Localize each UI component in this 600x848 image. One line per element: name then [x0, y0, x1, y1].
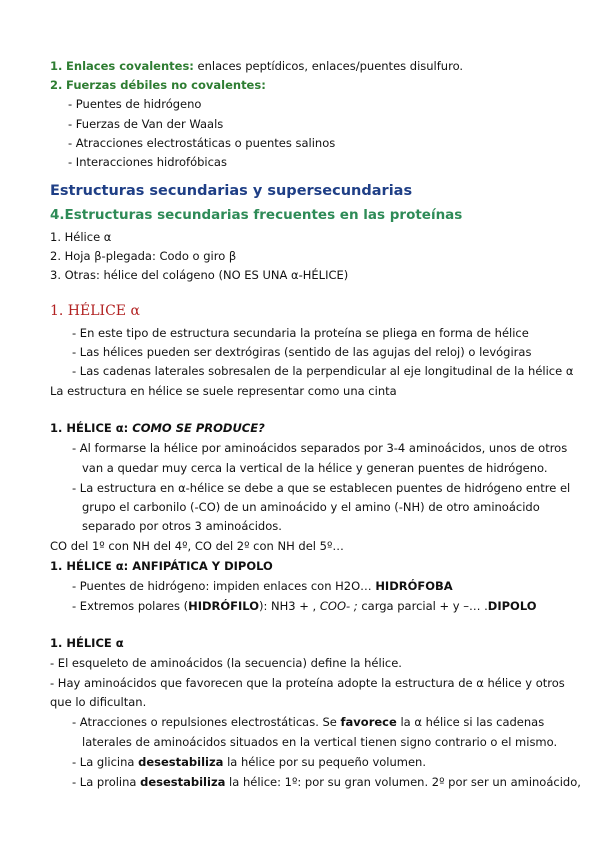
- sub-item: - Fuerzas de Van der Waals: [68, 117, 224, 131]
- list-item-noncovalent: [50, 77, 266, 93]
- noncovalent-label: Fuerzas débiles no covalentes:: [66, 78, 266, 92]
- helix-bullet: - Las hélices pueden ser dextrógiras (sentido de las agujas del reloj) o levógiras: [72, 345, 532, 359]
- list-number: 2.: [50, 78, 63, 92]
- bold-term: desestabiliza: [140, 775, 226, 789]
- heading-how-produced: [50, 420, 265, 436]
- heading-helix-alpha: 1. HÉLICE α: [50, 303, 140, 319]
- title-question: COMO SE PRODUCE?: [132, 421, 265, 435]
- how-line: - Al formarse la hélice por aminoácidos separados por 3-4 aminoácidos, unos de otros: [72, 441, 568, 455]
- text: - Atracciones o repulsiones electrostáticas. Se: [72, 715, 341, 729]
- text: la hélice por su pequeño volumen.: [223, 755, 427, 769]
- text: - Extremos polares (: [72, 599, 189, 613]
- bold-term: HIDRÓFOBA: [375, 579, 453, 593]
- helix2-bullet-1-cont: laterales de aminoácidos situados en la vertical tienen signo contrario o el mismo.: [82, 735, 558, 749]
- heading-secondary-structures: Estructuras secundarias y supersecundarias: [50, 183, 413, 199]
- text: la α hélice si las cadenas: [396, 715, 545, 729]
- text: - Puentes de hidrógeno: impiden enlaces con H2O…: [72, 579, 376, 593]
- heading-helix-alpha-2: 1. HÉLICE α: [50, 636, 124, 650]
- how-line: van a quedar muy cerca la vertical de la hélice y generan puentes de hidrógeno.: [82, 461, 548, 475]
- sub-item: - Puentes de hidrógeno: [68, 97, 202, 111]
- sub-item: - Interacciones hidrofóbicas: [68, 155, 227, 169]
- italic-term: COO- ;: [319, 599, 358, 613]
- text: - La prolina: [72, 775, 141, 789]
- helix2-line: - Hay aminoácidos que favorecen que la proteína adopte la estructura de α hélice y otros: [50, 676, 565, 690]
- text: ): NH3 + ,: [259, 599, 320, 613]
- how-line: - La estructura en α-hélice se debe a que se establecen puentes de hidrógeno entre el: [72, 481, 571, 495]
- bold-term: HIDRÓFILO: [188, 599, 260, 613]
- covalent-text: enlaces peptídicos, enlaces/puentes disulfuro.: [193, 59, 464, 73]
- list-item: 1. Hélice α: [50, 230, 112, 244]
- helix2-bullet-2: [72, 754, 426, 770]
- bold-term: DIPOLO: [487, 599, 537, 613]
- text: - La glicina: [72, 755, 139, 769]
- bold-term: desestabiliza: [138, 755, 224, 769]
- helix2-line: que lo dificultan.: [50, 695, 147, 709]
- amphipathic-line-2: [72, 598, 537, 614]
- how-line: grupo el carbonilo (-CO) de un aminoácido y el amino (-NH) de otro aminoácido: [82, 500, 540, 514]
- text: la hélice: 1º: por su gran volumen. 2º por ser un aminoácido,: [225, 775, 581, 789]
- amphipathic-line-1: [72, 578, 453, 594]
- heading-frequent-structures: 4.Estructuras secundarias frecuentes en las proteínas: [50, 207, 463, 223]
- how-line: separado por otros 3 aminoácidos.: [82, 519, 282, 533]
- how-note: CO del 1º con NH del 4º, CO del 2º con NH del 5º…: [50, 539, 344, 553]
- sub-item: - Atracciones electrostáticas o puentes salinos: [68, 136, 336, 150]
- helix2-bullet-3: [72, 774, 581, 790]
- helix-ribbon-note: La estructura en hélice se suele representar como una cinta: [50, 384, 397, 398]
- bold-term: favorece: [340, 715, 397, 729]
- helix-bullet: - Las cadenas laterales sobresalen de la perpendicular al eje longitudinal de la hélice α: [72, 364, 574, 378]
- helix-bullet: - En este tipo de estructura secundaria la proteína se pliega en forma de hélice: [72, 326, 529, 340]
- list-item: 3. Otras: hélice del colágeno (NO ES UNA α-HÉLICE): [50, 268, 349, 282]
- covalent-label: Enlaces covalentes:: [66, 59, 194, 73]
- helix2-bullet-1: [72, 714, 544, 730]
- list-number: 1.: [50, 59, 63, 73]
- title-part: 1. HÉLICE α:: [50, 421, 133, 435]
- list-item-covalent: [50, 58, 463, 74]
- helix2-line: - El esqueleto de aminoácidos (la secuencia) define la hélice.: [50, 656, 402, 670]
- text: carga parcial + y –… .: [357, 599, 488, 613]
- heading-amphipathic: 1. HÉLICE α: ANFIPÁTICA Y DIPOLO: [50, 559, 273, 573]
- list-item: 2. Hoja β-plegada: Codo o giro β: [50, 249, 237, 263]
